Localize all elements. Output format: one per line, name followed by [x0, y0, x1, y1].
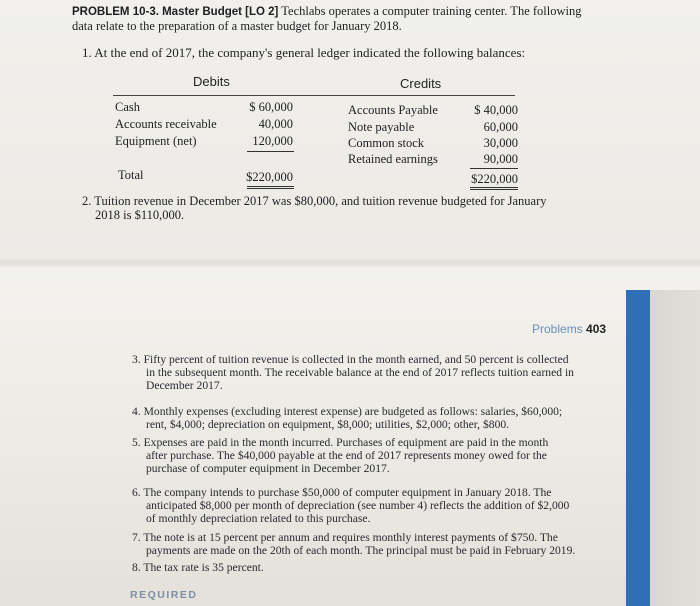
header-rule: [113, 95, 515, 96]
credit-account-1: Accounts Payable: [348, 103, 438, 117]
total-credits: $220,000: [471, 172, 518, 186]
debit-amount-2: 40,000: [258, 117, 293, 131]
credit-account-4: Retained earnings: [348, 152, 438, 166]
credit-account-3: Common stock: [348, 136, 425, 150]
credit-amount-4: 90,000: [483, 152, 518, 166]
credit-amount-2: 60,000: [483, 120, 518, 134]
debit-amount-3: 120,000: [252, 134, 293, 148]
credits-header: Credits: [400, 76, 442, 91]
item-4-line-2: rent, $4,000; depreciation on equipment, $8,000; utilities, $2,000; other, $800.: [146, 418, 510, 431]
item-3-line-2: in the subsequent month. The receivable balance at the end of 2017 reflects tuition earned in: [146, 366, 574, 379]
debits-header: Debits: [193, 74, 230, 89]
item-7: [132, 531, 575, 557]
item-8: [132, 561, 264, 574]
item-1: 1. At the end of 2017, the company's general ledger indicated the following balances:: [82, 45, 526, 60]
problem-intro: Techlabs operates a computer training center. The following: [281, 4, 582, 18]
problem-label: PROBLEM 10-3. Master Budget [LO 2]: [72, 6, 279, 18]
credit-subtotal-rule: [470, 168, 518, 169]
item-2: [82, 194, 546, 222]
item-2-line-2: 2018 is $110,000.: [95, 208, 185, 222]
item-6-line-3: of monthly depreciation related to this purchase.: [146, 512, 371, 525]
page-number: 403: [586, 322, 607, 336]
total-debits-rule-2: [247, 188, 294, 189]
page-fold: [0, 258, 700, 268]
item-4: [132, 405, 562, 431]
item-3-line-1: 3. Fifty percent of tuition revenue is collected in the month earned, and 50 percent is collected: [132, 353, 569, 366]
blue-margin-bar: [626, 290, 650, 606]
credit-amount-1: $ 40,000: [474, 103, 518, 117]
debit-account-2: Accounts receivable: [115, 117, 217, 131]
item-7-line-2: payments are made on the 20th of each month. The principal must be paid in February 2019.: [146, 544, 576, 557]
credit-account-2: Note payable: [348, 120, 415, 134]
problem-heading: [72, 4, 581, 20]
debit-account-3: Equipment (net): [115, 134, 197, 148]
debit-account-1: Cash: [115, 100, 140, 114]
total-label: Total: [118, 168, 144, 182]
item-8-line-1: 8. The tax rate is 35 percent.: [132, 561, 264, 574]
item-4-line-1: 4. Monthly expenses (excluding interest expense) are budgeted as follows: salaries, $60,000;: [132, 405, 563, 418]
item-6-line-1: 6. The company intends to purchase $50,000 of computer equipment in January 2018. The: [132, 486, 552, 499]
item-5-line-2: after purchase. The $40,000 payable at the end of 2017 represents money owed for the: [146, 449, 547, 462]
total-credits-rule-2: [470, 189, 518, 190]
debit-subtotal-rule: [247, 151, 294, 152]
item-6: [132, 486, 569, 525]
required-heading: REQUIRED: [130, 589, 198, 601]
section-name: Problems: [532, 322, 583, 336]
problem-intro-line2: data relate to the preparation of a master budget for January 2018.: [72, 19, 402, 33]
total-debits: $220,000: [246, 170, 293, 184]
total-credits-rule-1: [470, 187, 518, 188]
total-debits-rule-1: [247, 186, 294, 187]
item-2-line-1: 2. Tuition revenue in December 2017 was $80,000, and tuition revenue budgeted for January: [82, 194, 547, 208]
item-3: [132, 353, 574, 392]
debit-amount-1: $ 60,000: [249, 100, 293, 114]
item-6-line-2: anticipated $8,000 per month of depreciation (see number 4) reflects the addition of $2,000: [146, 499, 570, 512]
page-header: [532, 322, 606, 336]
page-edge: [650, 290, 700, 606]
item-5-line-1: 5. Expenses are paid in the month incurred. Purchases of equipment are paid in the month: [132, 436, 549, 449]
item-5: [132, 436, 548, 475]
item-7-line-1: 7. The note is at 15 percent per annum and requires monthly interest payments of $750. The: [132, 531, 558, 544]
credit-amount-3: 30,000: [483, 136, 518, 150]
item-5-line-3: purchase of computer equipment in December 2017.: [146, 462, 390, 475]
item-3-line-3: December 2017.: [146, 379, 223, 392]
